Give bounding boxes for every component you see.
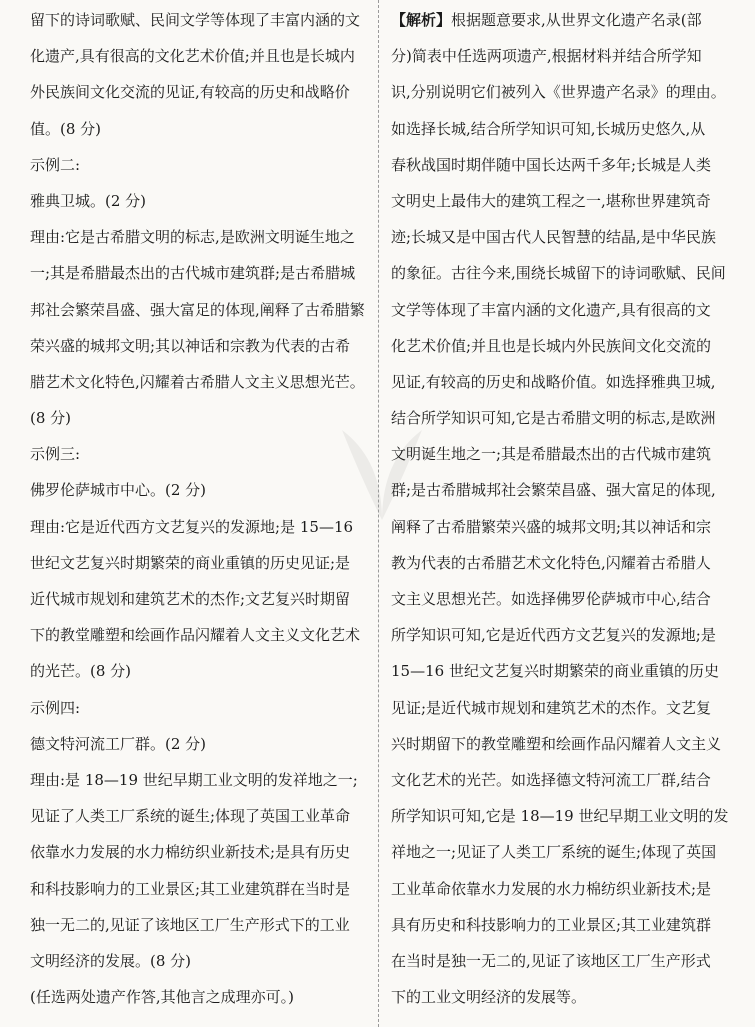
left-text-line: 理由:是 18—19 世纪早期工业文明的发祥地之一; [30, 770, 358, 789]
right-text-line: 见证;是近代城市规划和建筑艺术的杰作。文艺复 [391, 698, 712, 717]
left-text-line: (8 分) [30, 409, 72, 428]
left-text-line: 理由:它是古希腊文明的标志,是欧洲文明诞生地之 [30, 228, 355, 247]
left-text-line: 佛罗伦萨城市中心。(2 分) [30, 481, 207, 500]
left-text-line: 和科技影响力的工业景区;其工业建筑群在当时是 [30, 879, 351, 898]
right-text-line: 文学等体现了丰富内涵的文化遗产,具有很高的文 [391, 300, 711, 319]
analysis-first-line-text: 根据题意要求,从世界文化遗产名录(部 [451, 11, 702, 29]
left-text-line: 的光芒。(8 分) [30, 662, 132, 681]
right-text-line: 兴时期留下的教堂雕塑和绘画作品闪耀着人文主义 [391, 734, 722, 753]
right-text-line: 下的工业文明经济的发展等。 [391, 988, 587, 1007]
left-text-line: 一;其是希腊最杰出的古代城市建筑群;是古希腊城 [30, 264, 356, 283]
right-text-line: 具有历史和科技影响力的工业景区;其工业建筑群 [391, 915, 712, 934]
left-text-line: 外民族间文化交流的见证,有较高的历史和战略价 [30, 83, 350, 102]
left-text-line: 腊艺术文化特色,闪耀着古希腊人文主义思想光芒。 [30, 372, 365, 391]
left-text-line: 化遗产,具有很高的文化艺术价值;并且也是长城内 [30, 47, 355, 66]
right-text-line: 文明史上最伟大的建筑工程之一,堪称世界建筑奇 [391, 191, 711, 210]
left-text-line: 示例三: [30, 445, 81, 464]
right-text-line: 分)简表中任选两项遗产,根据材料并结合所学知 [391, 47, 702, 66]
left-text-line: 示例二: [30, 155, 81, 174]
analysis-first-line [391, 2, 727, 38]
right-text-line: 阐释了古希腊繁荣兴盛的城邦文明;其以神话和宗 [391, 517, 712, 536]
right-text-line: 教为代表的古希腊艺术文化特色,闪耀着古希腊人 [391, 553, 711, 572]
right-text-line: 见证,有较高的历史和战略价值。如选择雅典卫城, [391, 372, 716, 391]
left-text-line: 文明经济的发展。(8 分) [30, 951, 192, 970]
right-text-line: 的象征。古往今来,围绕长城留下的诗词歌赋、民间 [391, 264, 726, 283]
right-text-line: 化艺术价值;并且也是长城内外民族间文化交流的 [391, 336, 712, 355]
right-text-line: 文明诞生地之一;其是希腊最杰出的古代城市建筑 [391, 445, 712, 464]
right-text-line: 群;是古希腊城邦社会繁荣昌盛、强大富足的体现, [391, 481, 716, 500]
right-text-line: 工业革命依靠水力发展的水力棉纺织业新技术;是 [391, 879, 712, 898]
right-text-line: 识,分别说明它们被列入《世界遗产名录》的理由。 [391, 83, 726, 102]
right-text-line: 春秋战国时期伴随中国长达两千多年;长城是人类 [391, 155, 712, 174]
right-text-line: 在当时是独一无二的,见证了该地区工厂生产形式 [391, 951, 711, 970]
left-text-line: 下的教堂雕塑和绘画作品闪耀着人文主义文化艺术 [30, 626, 361, 645]
right-text-line: 文主义思想光芒。如选择佛罗伦萨城市中心,结合 [391, 590, 711, 608]
left-text-line: 理由:它是近代西方文艺复兴的发源地;是 15—16 [30, 517, 354, 536]
right-text-line: 所学知识可知,它是近代西方文艺复兴的发源地;是 [391, 626, 716, 645]
analysis-tag: 【解析】 [391, 11, 452, 29]
left-text-line: 世纪文艺复兴时期繁荣的商业重镇的历史见证;是 [30, 553, 351, 572]
left-text-line: 德文特河流工厂群。(2 分) [30, 734, 207, 753]
left-text-line: (任选两处遗产作答,其他言之成理亦可。) [30, 988, 294, 1007]
right-text-line: 文化艺术的光芒。如选择德文特河流工厂群,结合 [391, 770, 711, 789]
right-text-line: 迹;长城又是中国古代人民智慧的结晶,是中华民族 [391, 228, 716, 247]
column-divider [378, 0, 379, 1027]
right-text-line: 所学知识可知,它是 18—19 世纪早期工业文明的发 [391, 807, 729, 826]
right-text-line: 祥地之一;见证了人类工厂系统的诞生;体现了英国 [391, 843, 717, 862]
left-text-line: 荣兴盛的城邦文明;其以神话和宗教为代表的古希 [30, 336, 351, 355]
right-text-line: 结合所学知识可知,它是古希腊文明的标志,是欧洲 [391, 409, 716, 428]
left-text-line: 依靠水力发展的水力棉纺织业新技术;是具有历史 [30, 843, 351, 862]
left-text-line: 值。(8 分) [30, 119, 102, 138]
left-text-line: 留下的诗词歌赋、民间文学等体现了丰富内涵的文 [30, 11, 361, 29]
right-text-line: 如选择长城,结合所学知识可知,长城历史悠久,从 [391, 119, 706, 138]
left-text-line: 近代城市规划和建筑艺术的杰作;文艺复兴时期留 [30, 590, 351, 608]
left-text-line: 示例四: [30, 698, 81, 717]
left-text-line: 雅典卫城。(2 分) [30, 191, 147, 210]
left-text-line: 见证了人类工厂系统的诞生;体现了英国工业革命 [30, 807, 351, 826]
analysis-column-right [391, 2, 727, 1015]
left-text-line: 邦社会繁荣昌盛、强大富足的体现,阐释了古希腊繁 [30, 300, 365, 319]
answer-column-left [30, 2, 366, 1015]
right-text-line: 15—16 世纪文艺复兴时期繁荣的商业重镇的历史 [391, 662, 719, 681]
left-text-line: 独一无二的,见证了该地区工厂生产形式下的工业 [30, 915, 350, 934]
